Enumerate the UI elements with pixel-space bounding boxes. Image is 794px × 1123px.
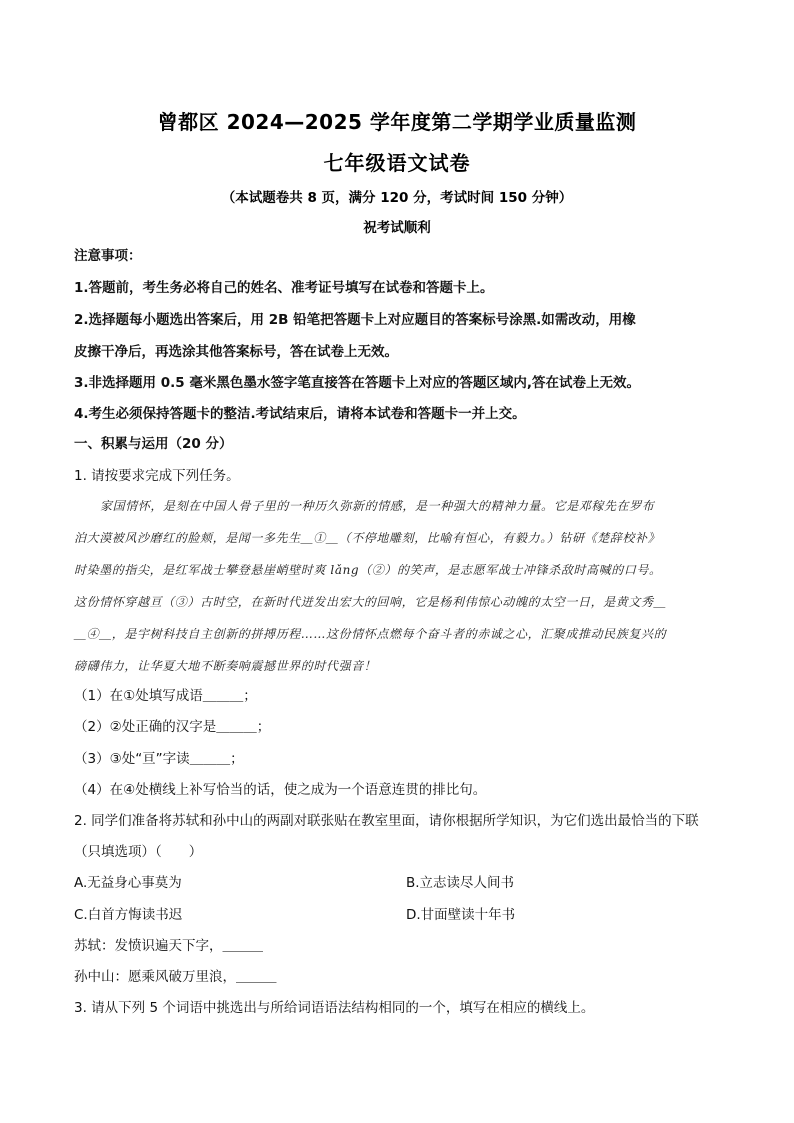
question-3-prompt: 3. 请从下列 5 个词语中挑选出与所给词语语法结构相同的一个，填写在相应的横线上。: [74, 1000, 595, 1016]
notice-item-3: 3.非选择题用 0.5 毫米黑色墨水签字笔直接答在答题卡上对应的答题区域内,答在试卷上无效。: [74, 375, 640, 391]
notice-item-1: 1.答题前，考生务必将自己的姓名、准考证号填写在试卷和答题卡上。: [74, 280, 494, 296]
option-c: C.白首方悔读书迟: [74, 907, 183, 923]
passage-line-6: 磅礴伟力，让华夏大地不断奏响震撼世界的时代强音！: [74, 659, 377, 673]
exam-info: （本试题卷共 8 页，满分 120 分，考试时间 150 分钟）: [221, 190, 573, 206]
passage-line-2: 泊大漠被风沙磨红的脸颊，是闻一多先生＿①＿（不停地雕刻，比喻有恒心，有毅力。）钻研《楚辞校补》: [74, 531, 661, 545]
notice-heading: 注意事项：: [74, 248, 142, 264]
option-b: B.立志读尽人间书: [406, 875, 515, 891]
notice-item-4: 4.考生必须保持答题卡的整洁.考试结束后，请将本试卷和答题卡一并上交。: [74, 406, 526, 422]
q1-sub-1: （1）在①处填写成语＿＿＿；: [74, 688, 257, 704]
question-2-prompt: 2. 同学们准备将苏轼和孙中山的两副对联张贴在教室里面，请你根据所学知识，为它们选出最恰当的下联: [74, 813, 699, 829]
exam-wish: 祝考试顺利: [363, 220, 431, 236]
notice-item-2-cont: 皮擦干净后，再选涂其他答案标号，答在试卷上无效。: [74, 344, 398, 360]
couplet-su-shi: 苏轼：发愤识遍天下字，＿＿＿: [74, 938, 263, 954]
section-heading: 一、积累与运用（20 分）: [74, 436, 233, 452]
q1-sub-3: （3）③处“亘”字读＿＿＿；: [74, 751, 244, 767]
option-d: D.甘面壁读十年书: [406, 907, 516, 923]
option-a: A.无益身心事莫为: [74, 875, 182, 891]
exam-subtitle: 七年级语文试卷: [323, 151, 471, 175]
question-1-prompt: 1. 请按要求完成下列任务。: [74, 468, 240, 484]
passage-line-1: 家国情怀，是刻在中国人骨子里的一种历久弥新的情感，是一种强大的精神力量。它是邓稼先在罗布: [100, 499, 655, 513]
passage-line-5: ＿④＿，是宇树科技自主创新的拼搏历程……这份情怀点燃每个奋斗者的赤诚之心，汇聚成推动民族复兴的: [74, 627, 667, 641]
q1-sub-2: （2）②处正确的汉字是＿＿＿；: [74, 719, 271, 735]
q1-sub-4: （4）在④处横线上补写恰当的话，使之成为一个语意连贯的排比句。: [74, 782, 487, 798]
passage-line-4: 这份情怀穿越亘（③）古时空，在新时代迸发出宏大的回响，它是杨利伟惊心动魄的太空一日，是黄文秀＿: [74, 595, 667, 609]
couplet-sun-zhongshan: 孙中山：愿乘风破万里浪，＿＿＿: [74, 969, 277, 985]
passage-line-3: 时染墨的指尖，是红军战士攀登悬崖峭壁时爽 lǎng（②）的笑声，是志愿军战士冲锋杀敌时高喊的口号。: [74, 563, 662, 577]
exam-title: 曾都区 2024—2025 学年度第二学期学业质量监测: [157, 110, 637, 134]
question-2-prompt-cont: （只填选项）（ ）: [74, 844, 203, 860]
notice-item-2: 2.选择题每小题选出答案后，用 2B 铅笔把答题卡上对应题目的答案标号涂黑.如需改动，用橡: [74, 312, 636, 328]
